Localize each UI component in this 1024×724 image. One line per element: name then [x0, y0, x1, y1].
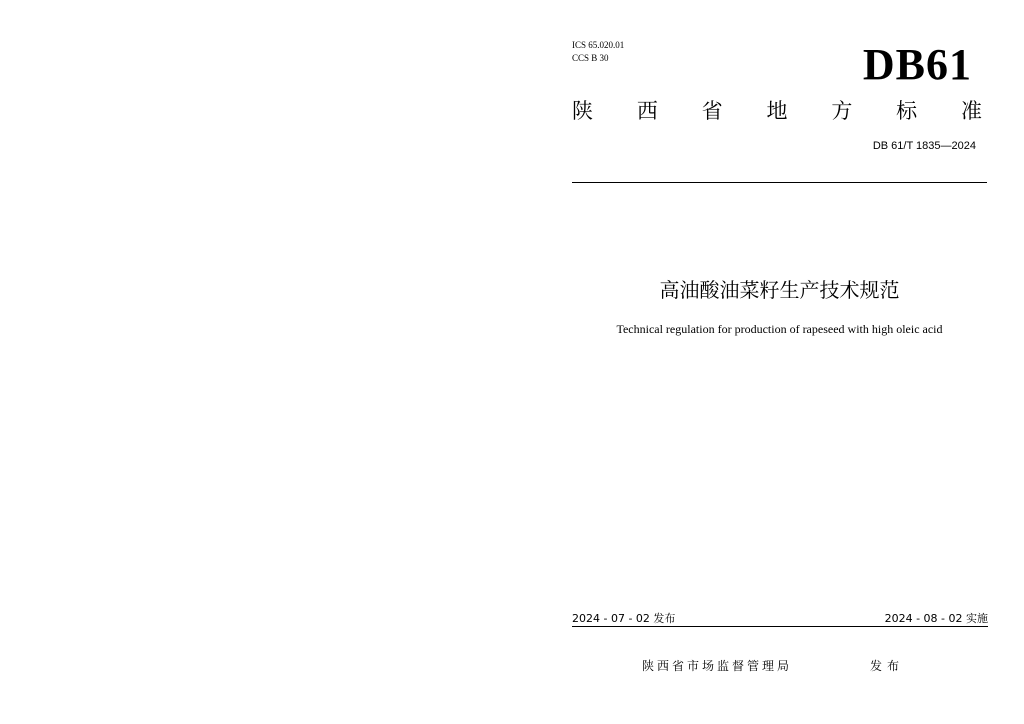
standard-type-char: 方 [831, 99, 853, 123]
standard-type-char: 地 [766, 99, 788, 123]
footer-divider [572, 626, 988, 627]
header-divider [572, 182, 987, 183]
standard-type-char: 陕 [572, 99, 593, 123]
standard-type-char: 省 [701, 99, 723, 123]
implementation-date: 2024 - 08 - 02 实施 [884, 612, 988, 625]
ics-code: ICS 65.020.01 [572, 40, 625, 50]
ccs-code: CCS B 30 [572, 53, 609, 63]
document-title-chinese: 高油酸油菜籽生产技术规范 [659, 278, 900, 302]
publish-label: 发布 [870, 659, 905, 673]
standard-type-char: 西 [636, 99, 658, 123]
standard-type-char: 标 [896, 99, 918, 123]
issue-date: 2024 - 07 - 02 发布 [572, 612, 676, 625]
issuing-authority: 陕西省市场监督管理局 [642, 659, 793, 673]
document-title-english: Technical regulation for production of rapeseed with high oleic acid [616, 322, 943, 336]
standard-code-logo: DB61 [862, 40, 972, 89]
standard-type-char: 准 [960, 99, 982, 123]
standard-number: DB 61/T 1835—2024 [872, 140, 976, 152]
standard-type-heading [572, 97, 982, 125]
